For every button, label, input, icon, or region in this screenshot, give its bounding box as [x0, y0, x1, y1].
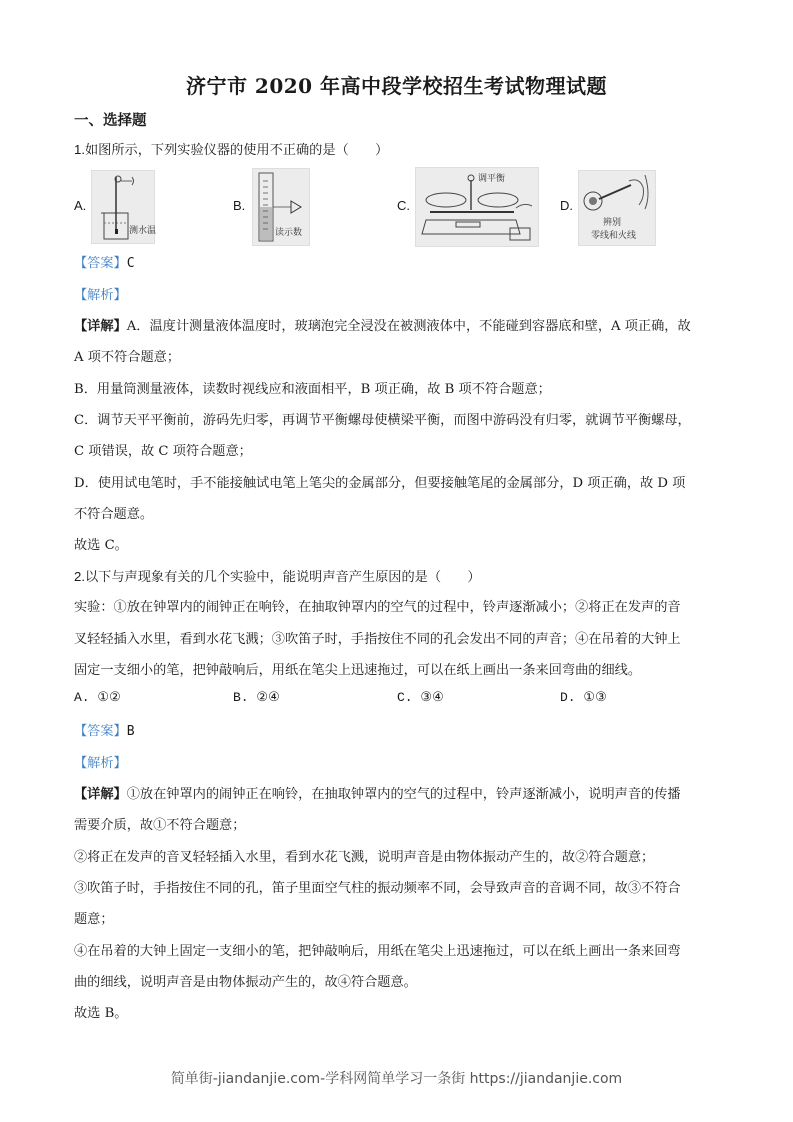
- q1-figure-b-caption: 读示数: [275, 228, 303, 238]
- q1-option-c-label: C.: [397, 198, 410, 213]
- choice-label: A.: [74, 690, 90, 705]
- q2-detail-line-6: 曲的细线，说明声音是由物体振动产生的，故④符合题意。: [74, 975, 417, 990]
- q1-number: 1.: [74, 142, 85, 157]
- q2-body-line-1: 叉轻轻插入水里，看到水花飞溅；③吹笛子时，手指按住不同的孔会发出不同的声音；④在吊着的大钟上: [74, 632, 681, 647]
- detail-tag: 【详解】: [74, 787, 127, 802]
- q1-option-d-label: D.: [560, 198, 573, 213]
- q2-detail-line-0: [74, 785, 681, 805]
- q2-number: 2.: [74, 569, 85, 584]
- q2-detail-line-7: 故选 B。: [74, 1006, 128, 1021]
- q2-answer: [74, 722, 135, 742]
- q2-detail-line-4: 题意；: [74, 912, 114, 927]
- document-title: 济宁市 2020 年高中段学校招生考试物理试题: [185, 74, 608, 98]
- q1-stem-text: 如图所示，下列实验仪器的使用不正确的是（ ）: [85, 143, 389, 158]
- choice-value: ③④: [420, 690, 444, 705]
- q1-detail-line-1: A 项不符合题意；: [74, 350, 181, 365]
- q1-detail-line-5: D．使用试电笔时，手不能接触试电笔上笔尖的金属部分，但要接触笔尾的金属部分，D 项正确，故 D 项: [74, 476, 686, 491]
- q1-figure-c-balance: [415, 167, 539, 247]
- choice-value: ①②: [97, 690, 121, 705]
- q1-detail-line-3: C．调节天平平衡前，游码先归零，再调节平衡螺母使横梁平衡，而图中游码没有归零，就调节平衡螺母，: [74, 413, 691, 428]
- q1-option-b-label: B.: [233, 198, 246, 213]
- answer-value: B: [126, 724, 135, 739]
- q1-figure-d-caption-2: 零线和火线: [591, 231, 637, 241]
- footer-watermark: 简单街-jiandanjie.com-学科网简单学习一条街 https://jiandanjie.com: [170, 1071, 623, 1087]
- section-heading: 一、选择题: [74, 113, 147, 129]
- q1-detail-line-0: [74, 317, 691, 337]
- detail-tag: 【详解】: [74, 319, 127, 334]
- q2-choice-a: [74, 690, 121, 705]
- q1-detail-line-4: C 项错误，故 C 项符合题意；: [74, 444, 252, 459]
- q1-detail-line-6: 不符合题意。: [74, 507, 154, 522]
- q1-figure-d-testpen: [578, 170, 656, 246]
- q1-detail-line-2: B．用量筒测量液体，读数时视线应和液面相平，B 项正确，故 B 项不符合题意；: [74, 382, 551, 397]
- detail-text: A．温度计测量液体温度时，玻璃泡完全浸没在被测液体中，不能碰到容器底和壁，A 项正确，故: [126, 319, 691, 334]
- q2-stem-text: 以下与声现象有关的几个实验中，能说明声音产生原因的是（ ）: [85, 570, 481, 585]
- q1-answer: [74, 254, 135, 274]
- q1-detail-line-7: 故选 C。: [74, 538, 128, 553]
- q2-detail-line-1: 需要介质，故①不符合题意；: [74, 818, 246, 833]
- answer-tag: 【答案】: [74, 256, 127, 271]
- choice-value: ②④: [256, 690, 280, 705]
- q1-figure-a-thermometer: [91, 170, 155, 244]
- q2-detail-line-3: ③吹笛子时，手指按住不同的孔，笛子里面空气柱的振动频率不同，会导致声音的音调不同，故③不符合: [74, 881, 681, 896]
- answer-value: C: [126, 256, 135, 271]
- choice-label: B.: [233, 690, 249, 705]
- q2-detail-line-2: ②将正在发声的音叉轻轻插入水里，看到水花飞溅，说明声音是由物体振动产生的，故②符合题意；: [74, 850, 655, 865]
- q1-stem: [74, 140, 388, 161]
- q1-figure-a-caption: 测水温: [129, 226, 157, 236]
- analysis-tag: 【解析】: [74, 288, 127, 303]
- balance-scale-icon: [416, 168, 538, 246]
- q2-body-line-0: 实验：①放在钟罩内的闹钟正在响铃，在抽取钟罩内的空气的过程中，铃声逐渐减小；②将正在发声的音: [74, 600, 681, 615]
- answer-tag: 【答案】: [74, 724, 127, 739]
- q2-choice-b: [233, 690, 280, 705]
- q1-figure-d-caption-1: 辨别: [603, 218, 622, 228]
- q2-choice-d: [560, 690, 607, 705]
- q2-stem: [74, 567, 481, 588]
- q1-option-a-label: A.: [74, 198, 87, 213]
- q2-choice-c: [397, 690, 444, 705]
- q1-analysis-tag: [74, 286, 127, 306]
- q1-figure-b-cylinder: [252, 168, 310, 246]
- analysis-tag: 【解析】: [74, 756, 127, 771]
- q2-body-line-2: 固定一支细小的笔，把钟敲响后，用纸在笔尖上迅速拖过，可以在纸上画出一条来回弯曲的细线。: [74, 663, 642, 678]
- q2-detail-line-5: ④在吊着的大钟上固定一支细小的笔，把钟敲响后，用纸在笔尖上迅速拖过，可以在纸上画出一条来回弯: [74, 944, 681, 959]
- choice-label: D.: [560, 690, 576, 705]
- choice-label: C.: [397, 690, 413, 705]
- choice-value: ①③: [583, 690, 607, 705]
- q1-figure-c-caption: 调平衡: [478, 174, 506, 184]
- detail-text: ①放在钟罩内的闹钟正在响铃，在抽取钟罩内的空气的过程中，铃声逐渐减小，说明声音的传播: [126, 787, 681, 802]
- q2-analysis-tag: [74, 754, 127, 774]
